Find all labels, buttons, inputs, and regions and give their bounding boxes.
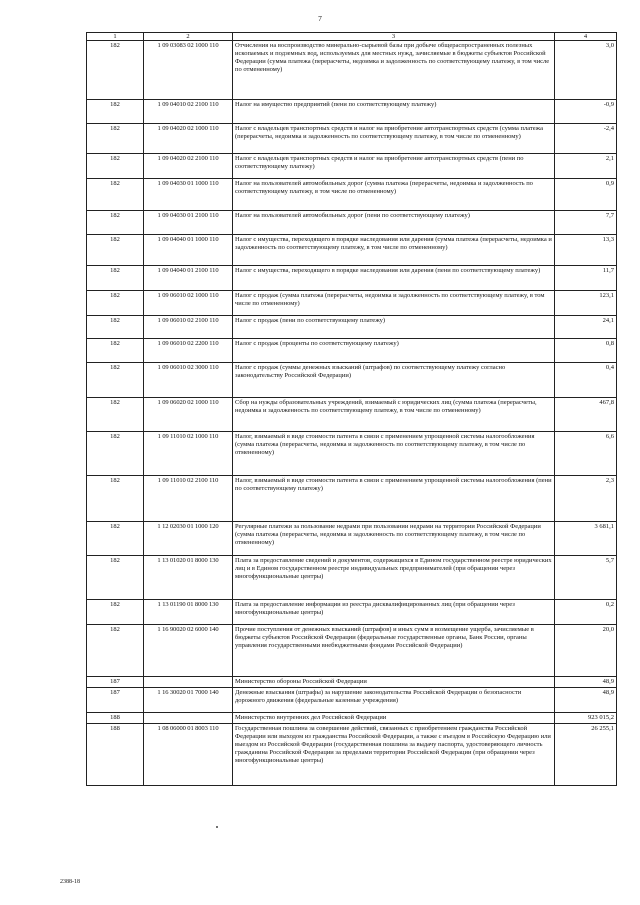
admin-code-cell: 182 [87, 398, 144, 432]
revenue-name-cell: Налог с продаж (пени по соответствующему платежу) [233, 316, 555, 339]
amount-cell: 0,2 [555, 600, 617, 625]
kbk-code-cell: 1 09 06010 02 2200 110 [144, 339, 233, 363]
revenue-name-cell: Регулярные платежи за пользование недрами при пользовании недрами на территории Российской Федерации (сумма платежа (перерасчеты, недоимка и задолженность по соответствующему платежу, в том числе по отмененному) [233, 522, 555, 556]
revenue-name-cell: Налог с владельцев транспортных средств и налог на приобретение автотранспортных средств (сумма платежа (перерасчеты, недоимка и задолженность по соответствующему платежу, в том числе по отмененному) [233, 124, 555, 154]
amount-cell: 923 015,2 [555, 713, 617, 724]
revenue-table [86, 32, 617, 786]
admin-code-cell: 182 [87, 41, 144, 100]
table-row [87, 266, 617, 291]
revenue-name-cell: Сбор на нужды образовательных учреждений, взимаемый с юридических лиц (сумма платежа (перерасчеты, недоимка и задолженность по соответствующему платежу, в том числе по отмененному) [233, 398, 555, 432]
admin-code-cell: 182 [87, 154, 144, 179]
admin-code-cell: 182 [87, 339, 144, 363]
table-row [87, 124, 617, 154]
table-row [87, 476, 617, 522]
kbk-code-cell: 1 09 11010 02 1000 110 [144, 432, 233, 476]
header-col-2: 2 [144, 33, 233, 41]
revenue-name-cell: Налог с имущества, переходящего в порядке наследования или дарения (сумма платежа (перерасчеты, недоимка и задолженность по соответствующему платежу, в том числе по отмененному) [233, 235, 555, 266]
revenue-name-cell: Налог с владельцев транспортных средств и налог на приобретение автотранспортных средств (пени по соответствующему платежу) [233, 154, 555, 179]
document-code: 2388-18 [60, 879, 80, 885]
kbk-code-cell: 1 09 04040 01 2100 110 [144, 266, 233, 291]
stray-dot [216, 826, 218, 828]
admin-code-cell: 182 [87, 556, 144, 600]
table-row [87, 100, 617, 124]
table-row [87, 363, 617, 398]
revenue-name-cell: Налог с продаж (сумма платежа (перерасчеты, недоимка и задолженность по соответствующему платежу, в том числе по отмененному) [233, 291, 555, 316]
table-row [87, 522, 617, 556]
header-col-1: 1 [87, 33, 144, 41]
table-row [87, 556, 617, 600]
admin-code-cell: 182 [87, 235, 144, 266]
kbk-code-cell: 1 08 06000 01 8003 110 [144, 724, 233, 786]
amount-cell: 7,7 [555, 211, 617, 235]
table-row [87, 688, 617, 713]
amount-cell: 48,9 [555, 677, 617, 688]
kbk-code-cell: 1 09 04020 02 1000 110 [144, 124, 233, 154]
revenue-name-cell: Отчисления на воспроизводство минерально-сырьевой базы при добыче общераспространенных полезных ископаемых и подземных вод, используемых для местных нужд, зачисляемые в бюджеты субъектов Российской Федерации (сумма платежа (перерасчеты, недоимка и задолженность по соответствующему платежу, в том числе по отмененному) [233, 41, 555, 100]
admin-code-cell: 188 [87, 724, 144, 786]
admin-code-cell: 182 [87, 211, 144, 235]
kbk-code-cell: 1 09 04010 02 2100 110 [144, 100, 233, 124]
revenue-name-cell: Министерство обороны Российской Федерации [233, 677, 555, 688]
kbk-code-cell: 1 09 04040 01 1000 110 [144, 235, 233, 266]
kbk-code-cell: 1 09 06020 02 1000 110 [144, 398, 233, 432]
revenue-name-cell: Налог, взимаемый в виде стоимости патента в связи с применением упрощенной системы налогообложения (сумма платежа (перерасчеты, недоимка и задолженность по соответствующему платежу, в том числе по отмененному) [233, 432, 555, 476]
admin-code-cell: 182 [87, 476, 144, 522]
amount-cell: 3,0 [555, 41, 617, 100]
table-row [87, 179, 617, 211]
table-row [87, 432, 617, 476]
kbk-code-cell: 1 16 90020 02 6000 140 [144, 625, 233, 677]
amount-cell: 20,0 [555, 625, 617, 677]
header-col-4: 4 [555, 33, 617, 41]
amount-cell: 5,7 [555, 556, 617, 600]
revenue-name-cell: Налог с продаж (суммы денежных взысканий (штрафов) по соответствующему платежу согласно законодательству Российской Федерации) [233, 363, 555, 398]
revenue-name-cell: Министерство внутренних дел Российской Федерации [233, 713, 555, 724]
revenue-name-cell: Плата за предоставление сведений и документов, содержащихся в Едином государственном реестре юридических лиц и в Едином государственном реестре индивидуальных предпринимателей (при обращении через многофункциональные центры) [233, 556, 555, 600]
amount-cell: 0,9 [555, 179, 617, 211]
table-row [87, 677, 617, 688]
admin-code-cell: 182 [87, 600, 144, 625]
kbk-code-cell: 1 13 01020 01 8000 130 [144, 556, 233, 600]
admin-code-cell: 182 [87, 625, 144, 677]
admin-code-cell: 182 [87, 100, 144, 124]
kbk-code-cell: 1 09 11010 02 2100 110 [144, 476, 233, 522]
page-number: 7 [318, 14, 322, 23]
revenue-name-cell: Налог с продаж (проценты по соответствующему платежу) [233, 339, 555, 363]
kbk-code-cell: 1 09 06010 02 3000 110 [144, 363, 233, 398]
kbk-code-cell: 1 09 04020 02 2100 110 [144, 154, 233, 179]
kbk-code-cell: 1 12 02030 01 1000 120 [144, 522, 233, 556]
admin-code-cell: 182 [87, 316, 144, 339]
table-header-row [87, 33, 617, 41]
amount-cell: 11,7 [555, 266, 617, 291]
header-col-3: 3 [233, 33, 555, 41]
table-row [87, 316, 617, 339]
admin-code-cell: 188 [87, 713, 144, 724]
kbk-code-cell: 1 13 01190 01 8000 130 [144, 600, 233, 625]
amount-cell: 2,1 [555, 154, 617, 179]
amount-cell: 6,6 [555, 432, 617, 476]
amount-cell: 0,4 [555, 363, 617, 398]
amount-cell: 24,1 [555, 316, 617, 339]
amount-cell: 3 681,1 [555, 522, 617, 556]
table-row [87, 724, 617, 786]
kbk-code-cell [144, 677, 233, 688]
kbk-code-cell [144, 713, 233, 724]
admin-code-cell: 182 [87, 522, 144, 556]
revenue-name-cell: Денежные взыскания (штрафы) за нарушение законодательства Российской Федерации о безопасности дорожного движения (федеральные казенные учреждения) [233, 688, 555, 713]
kbk-code-cell: 1 09 04030 01 2100 110 [144, 211, 233, 235]
table-row [87, 154, 617, 179]
table-row [87, 235, 617, 266]
admin-code-cell: 182 [87, 363, 144, 398]
table-row [87, 713, 617, 724]
admin-code-cell: 182 [87, 124, 144, 154]
revenue-name-cell: Налог на имущество предприятий (пени по соответствующему платежу) [233, 100, 555, 124]
revenue-name-cell: Прочие поступления от денежных взысканий (штрафов) и иных сумм в возмещение ущерба, зачисляемые в бюджеты субъектов Российской Федерации (федеральные государственные органы, Банк России, органы управления государственными внебюджетными фондами Российской Федерации) [233, 625, 555, 677]
amount-cell: -2,4 [555, 124, 617, 154]
revenue-name-cell: Налог с имущества, переходящего в порядке наследования или дарения (пени по соответствующему платежу) [233, 266, 555, 291]
kbk-code-cell: 1 09 04030 01 1000 110 [144, 179, 233, 211]
amount-cell: -0,9 [555, 100, 617, 124]
table-row [87, 600, 617, 625]
amount-cell: 13,3 [555, 235, 617, 266]
table-row [87, 398, 617, 432]
revenue-name-cell: Государственная пошлина за совершение действий, связанных с приобретением гражданства Российской Федерации или выходом из гражданства Российской Федерации, а также с въездом в Российскую Федерацию или выездом из Российской Федерации (государственная пошлина за выдачу паспорта, удостоверяющего личность гражданина Российской Федерации за пределами территории Российской Федерации (при обращении через многофункциональные центры) [233, 724, 555, 786]
admin-code-cell: 182 [87, 291, 144, 316]
amount-cell: 48,9 [555, 688, 617, 713]
amount-cell: 2,3 [555, 476, 617, 522]
admin-code-cell: 182 [87, 432, 144, 476]
kbk-code-cell: 1 09 06010 02 2100 110 [144, 316, 233, 339]
revenue-name-cell: Налог, взимаемый в виде стоимости патента в связи с применением упрощенной системы налогообложения (пени по соответствующему платежу) [233, 476, 555, 522]
admin-code-cell: 187 [87, 688, 144, 713]
table-row [87, 41, 617, 100]
revenue-name-cell: Налог на пользователей автомобильных дорог (пени по соответствующему платежу) [233, 211, 555, 235]
kbk-code-cell: 1 09 06010 02 1000 110 [144, 291, 233, 316]
amount-cell: 467,8 [555, 398, 617, 432]
table-row [87, 291, 617, 316]
admin-code-cell: 182 [87, 179, 144, 211]
revenue-name-cell: Налог на пользователей автомобильных дорог (сумма платежа (перерасчеты, недоимка и задолженность по соответствующему платежу, в том числе по отмененному) [233, 179, 555, 211]
table-row [87, 625, 617, 677]
revenue-name-cell: Плата за предоставление информации из реестра дисквалифицированных лиц (при обращении через многофункциональные центры) [233, 600, 555, 625]
kbk-code-cell: 1 16 30020 01 7000 140 [144, 688, 233, 713]
amount-cell: 123,1 [555, 291, 617, 316]
amount-cell: 0,8 [555, 339, 617, 363]
admin-code-cell: 182 [87, 266, 144, 291]
table-row [87, 339, 617, 363]
table-row [87, 211, 617, 235]
kbk-code-cell: 1 09 03083 02 1000 110 [144, 41, 233, 100]
amount-cell: 26 255,1 [555, 724, 617, 786]
admin-code-cell: 187 [87, 677, 144, 688]
